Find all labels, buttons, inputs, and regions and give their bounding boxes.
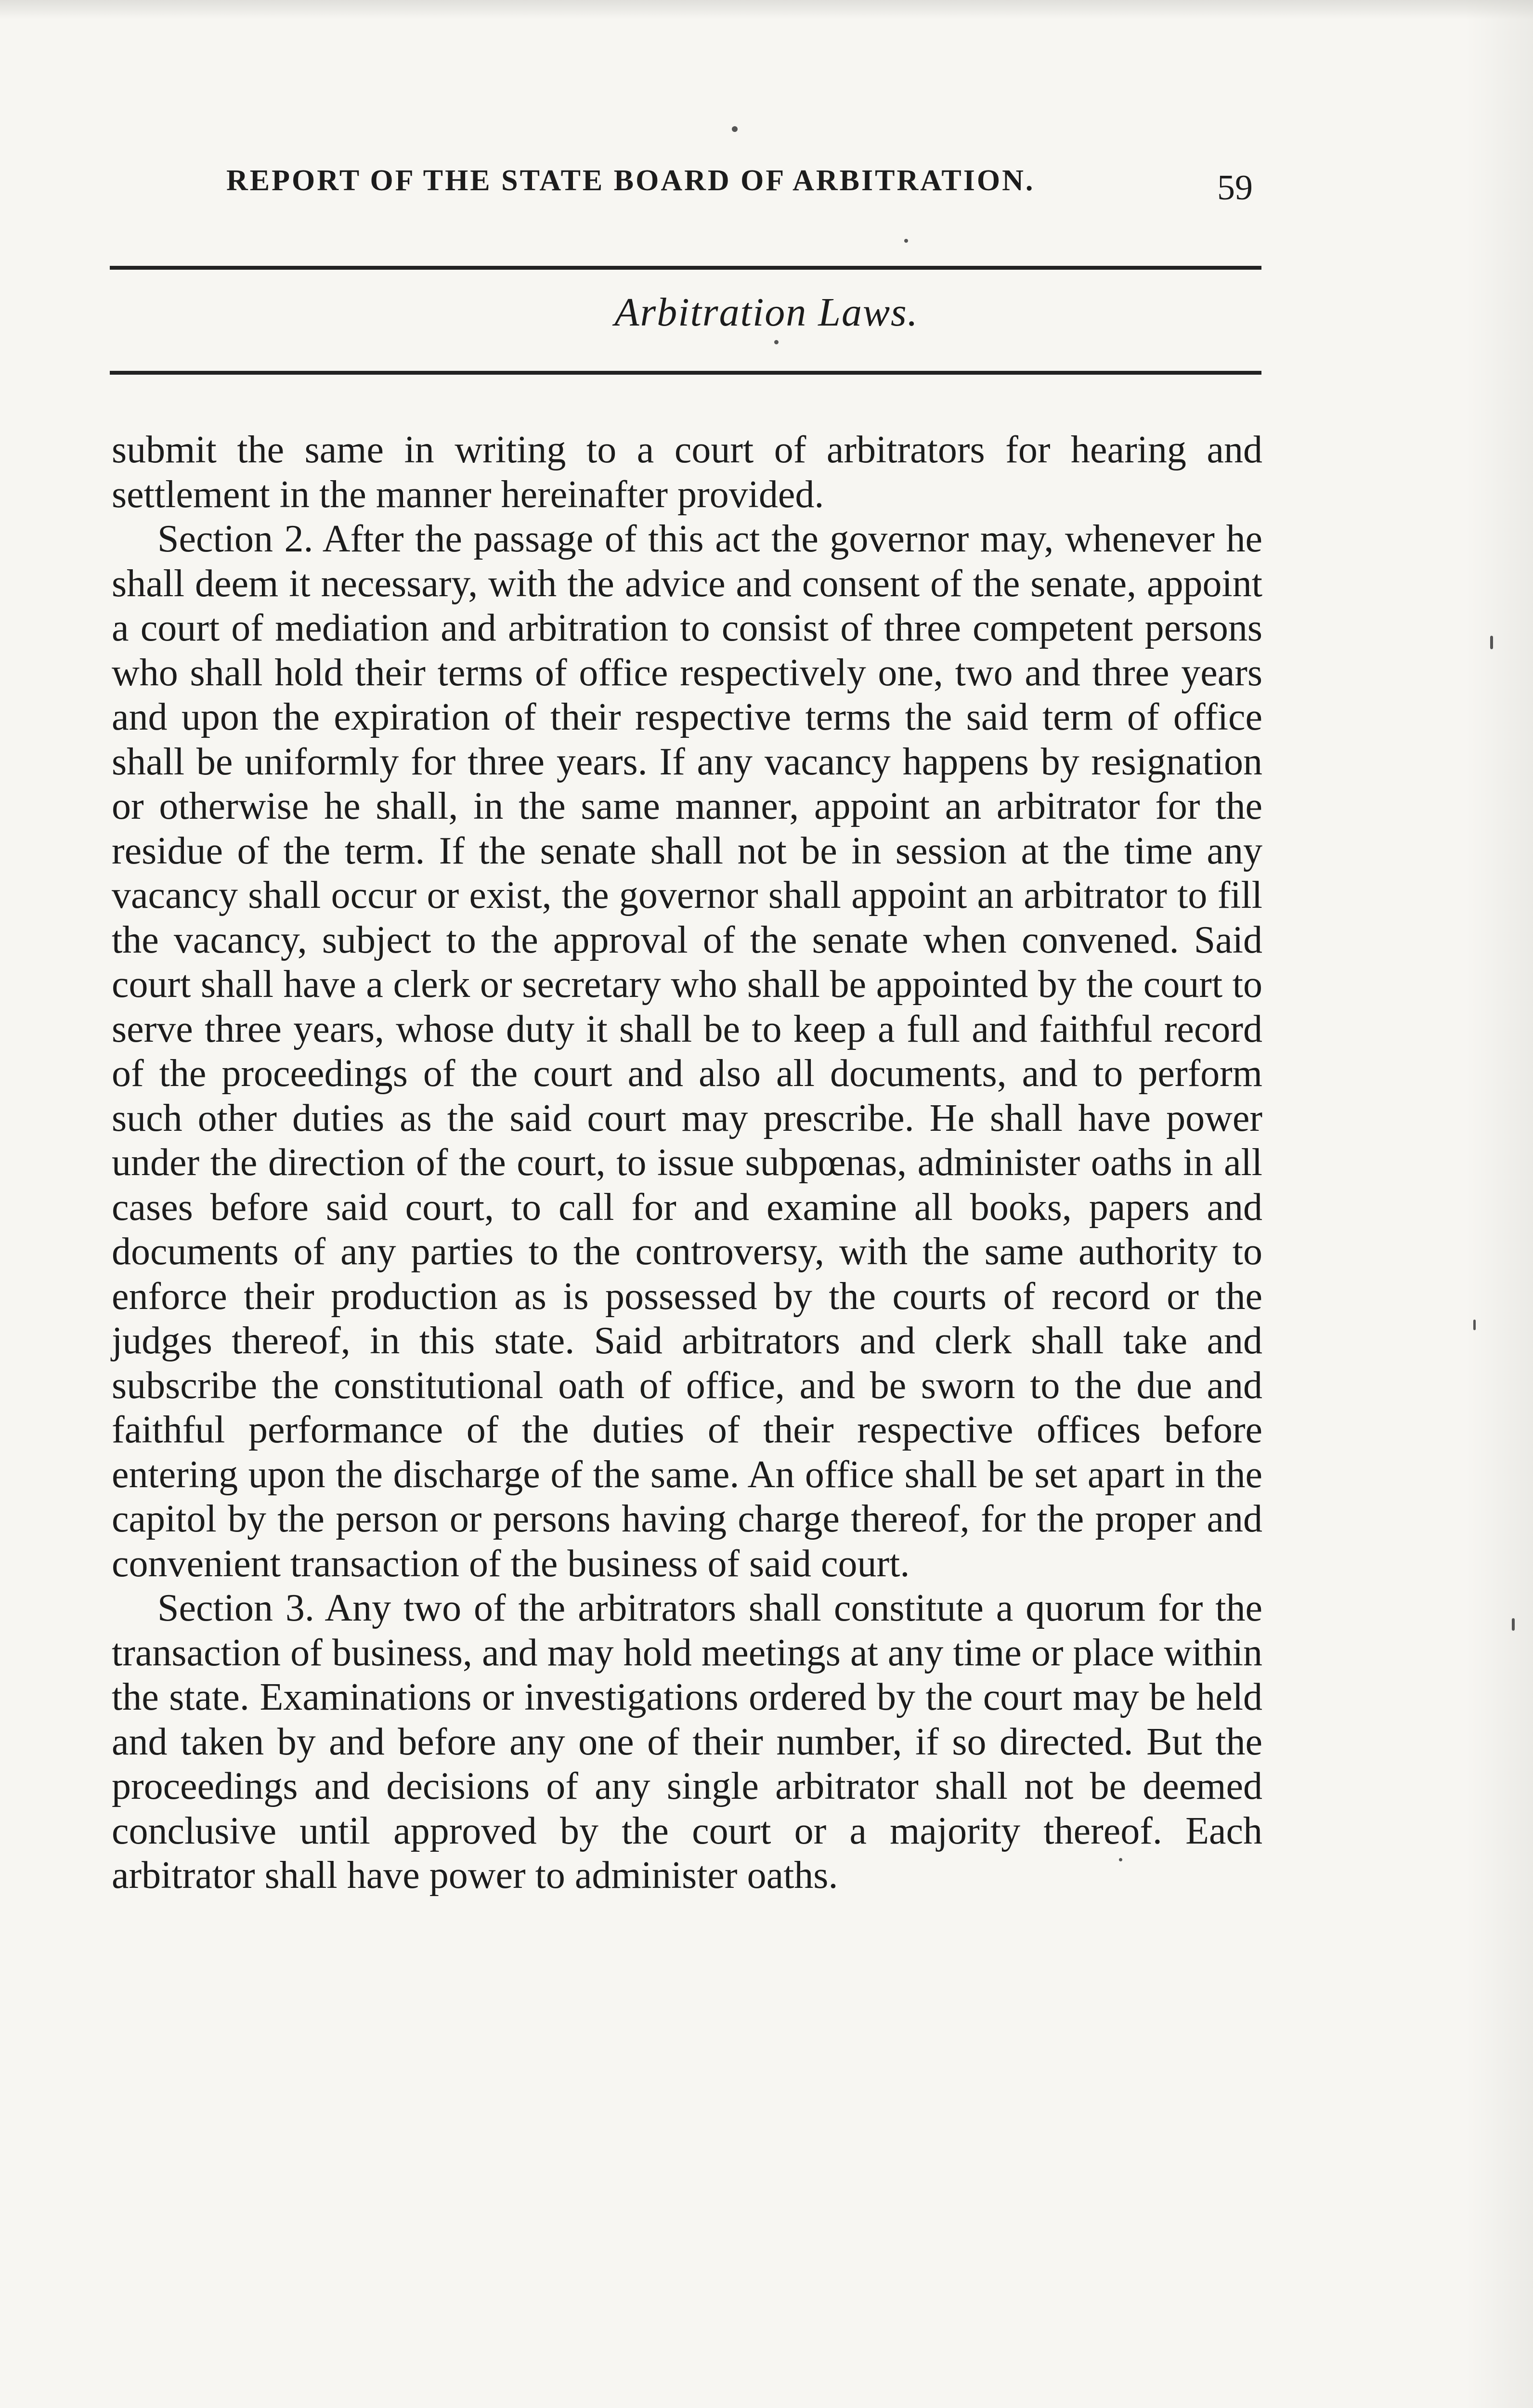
scan-edge-shadow-right (1466, 0, 1533, 2408)
scan-speck (904, 239, 908, 243)
page-number: 59 (1217, 168, 1253, 208)
body-text (112, 428, 1262, 1898)
running-header-title: REPORT OF THE STATE BOARD OF ARBITRATION. (226, 164, 1035, 197)
scan-speck (1473, 1320, 1476, 1330)
paragraph-continuation: submit the same in writing to a court of arbitrators for hearing and settlement in the manner hereinafter provided. (112, 429, 1262, 516)
scan-speck (1119, 1858, 1122, 1861)
paragraph-section-2: Section 2. After the passage of this act the governor may, whenever he shall deem it necessary, with the advice and consent of the senate, appoint a court of mediation and arbitration to consist of three competent persons who shall hold their terms of office respectively one, two and three years and upon the expiration of their respective terms the said term of office shall be uniformly for three years. If any vacancy happens by resignation or otherwise he shall, in the same manner, appoint an arbitrator for the residue of the term. If the senate shall not be in session at the time any vacancy shall occur or exist, the governor shall appoint an arbitrator to fill the vacancy, subject to the approval of the senate when convened. Said court shall have a clerk or secretary who shall be appointed by the court to serve three years, whose duty it shall be to keep a full and faithful record of the proceedings of the court and also all documents, and to perform such other duties as the said court may prescribe. He shall have power under the direction of the court, to issue subpœnas, administer oaths in all cases before said court, to call for and examine all books, papers and documents of any parties to the controversy, with the same authority to enforce their production as is possessed by the courts of record or the judges thereof, in this state. Said arbitrators and clerk shall take and subscribe the constitutional oath of office, and be sworn to the due and faithful performance of the duties of their respective offices before entering upon the discharge of the same. An office shall be set apart in the capitol by the person or persons having charge thereof, for the proper and convenient transaction of the business of said court. (112, 518, 1262, 1585)
scan-speck (774, 340, 779, 344)
scan-speck (1512, 1618, 1515, 1631)
scan-speck (1490, 636, 1493, 649)
paragraph-section-3: Section 3. Any two of the arbitrators shall constitute a quorum for the transaction of business, and may hold meetings at any time or place within the state. Examinations or investigations ordered by the court may be held and taken by and before any one of their number, if so directed. But the proceedings and decisions of any single arbitrator shall not be deemed conclusive until approved by the court or a majority thereof. Each arbitrator shall have power to administer oaths. (112, 1587, 1262, 1897)
header-rule-top (110, 266, 1261, 270)
header-rule-bottom (110, 371, 1261, 375)
scan-edge-shadow-top (0, 0, 1533, 19)
scan-speck (732, 126, 738, 132)
section-title: Arbitration Laws. (614, 290, 919, 335)
